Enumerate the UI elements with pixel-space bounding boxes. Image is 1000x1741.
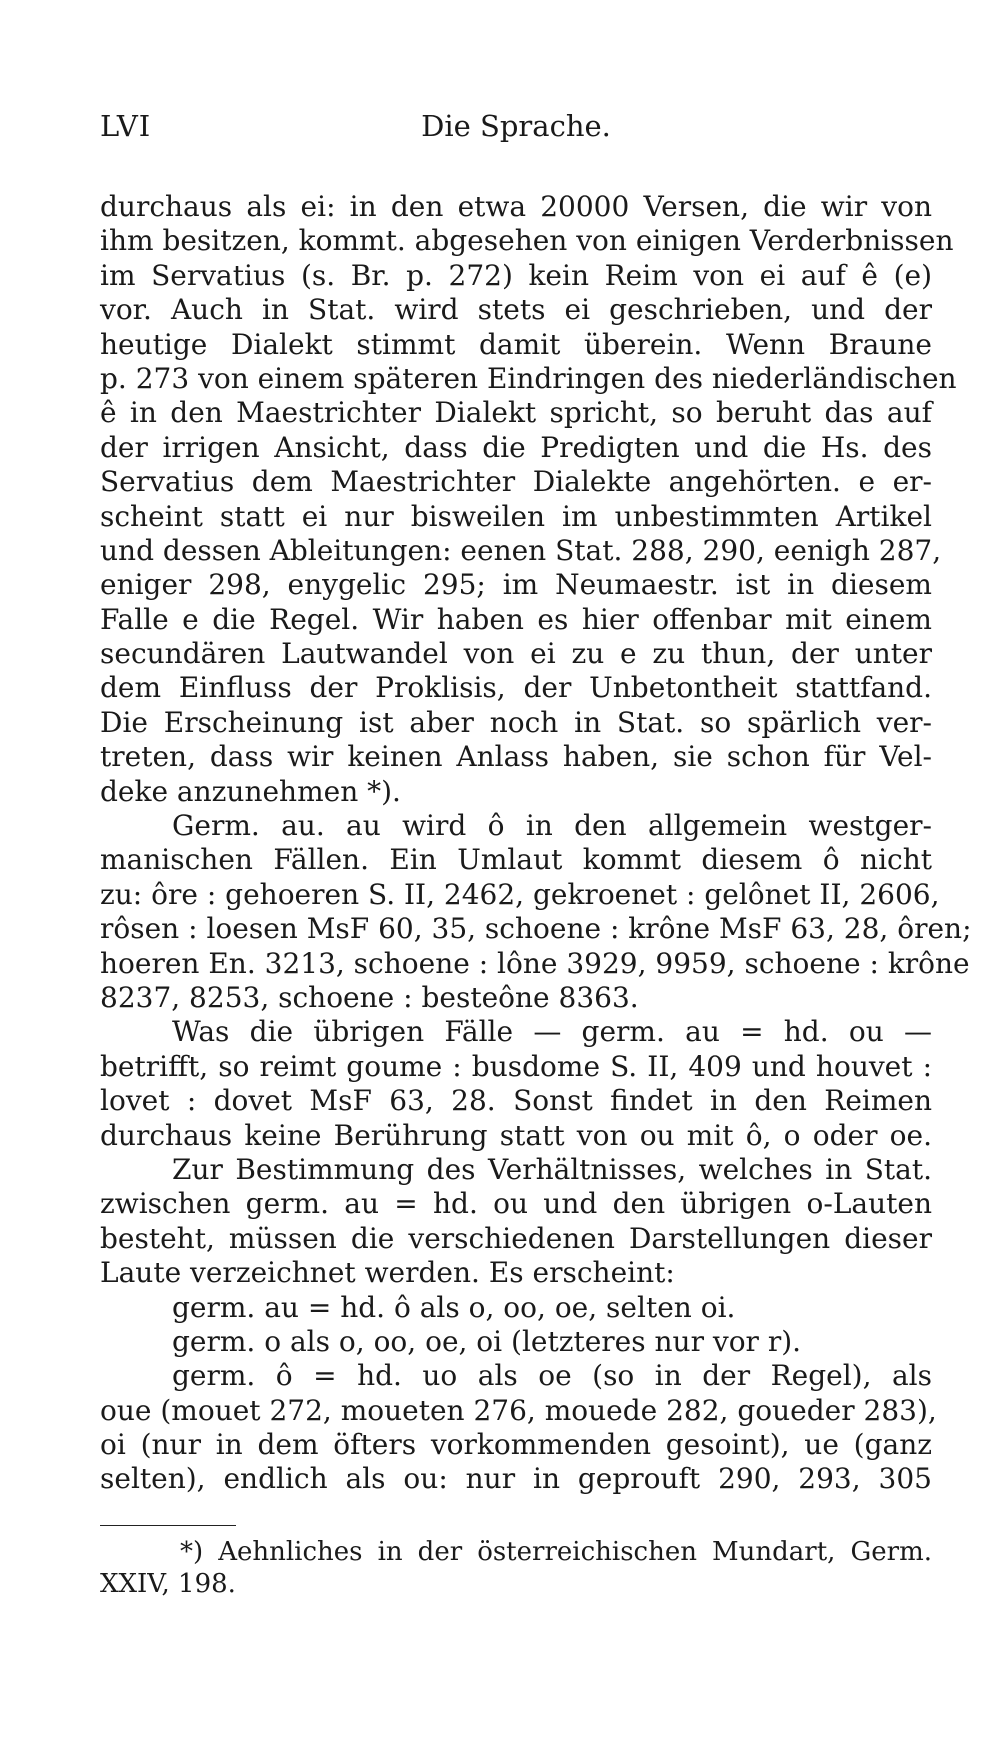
footnote-divider <box>100 1525 236 1526</box>
text-line: ihm besitzen, kommt. abgesehen von einigen Verderbnissen <box>100 224 954 258</box>
text-line: Laute verzeichnet werden. Es erscheint: <box>100 1256 675 1290</box>
text-line: Germ. au. au wird ô in den allgemein westger- <box>172 809 932 843</box>
text-line: zwischen germ. au = hd. ou und den übrigen o-Lauten <box>100 1187 932 1221</box>
text-line: p. 273 von einem späteren Eindringen des niederländischen <box>100 361 957 395</box>
text-line: treten, dass wir keinen Anlass haben, sie schon für Vel- <box>100 740 932 774</box>
text-line: der irrigen Ansicht, dass die Predigten und die Hs. des <box>100 430 932 464</box>
text-line: Zur Bestimmung des Verhältnisses, welches in Stat. <box>172 1152 932 1186</box>
text-line: Die Erscheinung ist aber noch in Stat. so spärlich ver- <box>100 705 932 739</box>
text-line: durchaus als ei: in den etwa 20000 Versen, die wir von <box>100 190 932 223</box>
text-line: heutige Dialekt stimmt damit überein. Wenn Braune <box>100 327 932 361</box>
text-line: germ. au = hd. ô als o, oo, oe, selten oi. <box>172 1290 736 1324</box>
text-line: dem Einfluss der Proklisis, der Unbetontheit stattfand. <box>100 671 932 705</box>
text-line: vor. Auch in Stat. wird stets ei geschrieben, und der <box>100 293 932 327</box>
text-line: selten), endlich als ou: nur in geprouft 290, 293, 305 <box>100 1462 932 1496</box>
text-line: 8237, 8253, schoene : besteône 8363. <box>100 980 639 1014</box>
page-header <box>100 96 932 156</box>
body-text <box>100 190 972 1497</box>
text-line: secundären Lautwandel von ei zu e zu thun, der unter <box>100 637 932 671</box>
text-line: und dessen Ableitungen: eenen Stat. 288, 290, eenigh 287, <box>100 533 942 567</box>
text-line: durchaus keine Berührung statt von ou mit ô, o oder oe. <box>100 1118 932 1152</box>
book-page <box>100 96 972 1600</box>
text-line: germ. ô = hd. uo als oe (so in der Regel), als <box>172 1359 932 1393</box>
text-line: scheint statt ei nur bisweilen im unbestimmten Artikel <box>100 499 932 533</box>
footnote <box>100 1536 932 1600</box>
page-number: LVI <box>100 109 152 143</box>
text-line: oi (nur in dem öfters vorkommenden gesoint), ue (ganz <box>100 1428 932 1462</box>
text-line: deke anzunehmen *). <box>100 774 401 808</box>
footnote-line: *) Aehnliches in der österreichischen Mundart, Germ. <box>180 1536 932 1567</box>
text-line: betrifft, so reimt goume : busdome S. II, 409 und houvet : <box>100 1049 932 1083</box>
text-line: rôsen : loesen MsF 60, 35, schoene : krône MsF 63, 28, ôren; <box>100 912 972 946</box>
text-line: Servatius dem Maestrichter Dialekte angehörten. e er- <box>100 465 932 499</box>
text-line: hoeren En. 3213, schoene : lône 3929, 9959, schoene : krône <box>100 946 970 980</box>
text-line: besteht, müssen die verschiedenen Darstellungen dieser <box>100 1221 932 1255</box>
text-line: lovet : dovet MsF 63, 28. Sonst findet in den Reimen <box>100 1084 932 1118</box>
text-line: Falle e die Regel. Wir haben es hier offenbar mit einem <box>100 602 932 636</box>
footnote-line: XXIV, 198. <box>100 1568 236 1599</box>
text-line: ê in den Maestrichter Dialekt spricht, so beruht das auf <box>100 396 932 430</box>
text-line: germ. o als o, oo, oe, oi (letzteres nur vor r). <box>172 1324 802 1358</box>
text-line: Was die übrigen Fälle — germ. au = hd. ou — <box>172 1015 932 1049</box>
text-line: im Servatius (s. Br. p. 272) kein Reim von ei auf ê (e) <box>100 258 932 292</box>
text-line: zu: ôre : gehoeren S. II, 2462, gekroenet : gelônet II, 2606, <box>100 877 940 911</box>
text-line: oue (mouet 272, moueten 276, mouede 282, goueder 283), <box>100 1393 937 1427</box>
text-line: eniger 298, enygelic 295; im Neumaestr. ist in diesem <box>100 568 932 602</box>
text-line: manischen Fällen. Ein Umlaut kommt diesem ô nicht <box>100 843 932 877</box>
running-title: Die Sprache. <box>421 109 611 143</box>
